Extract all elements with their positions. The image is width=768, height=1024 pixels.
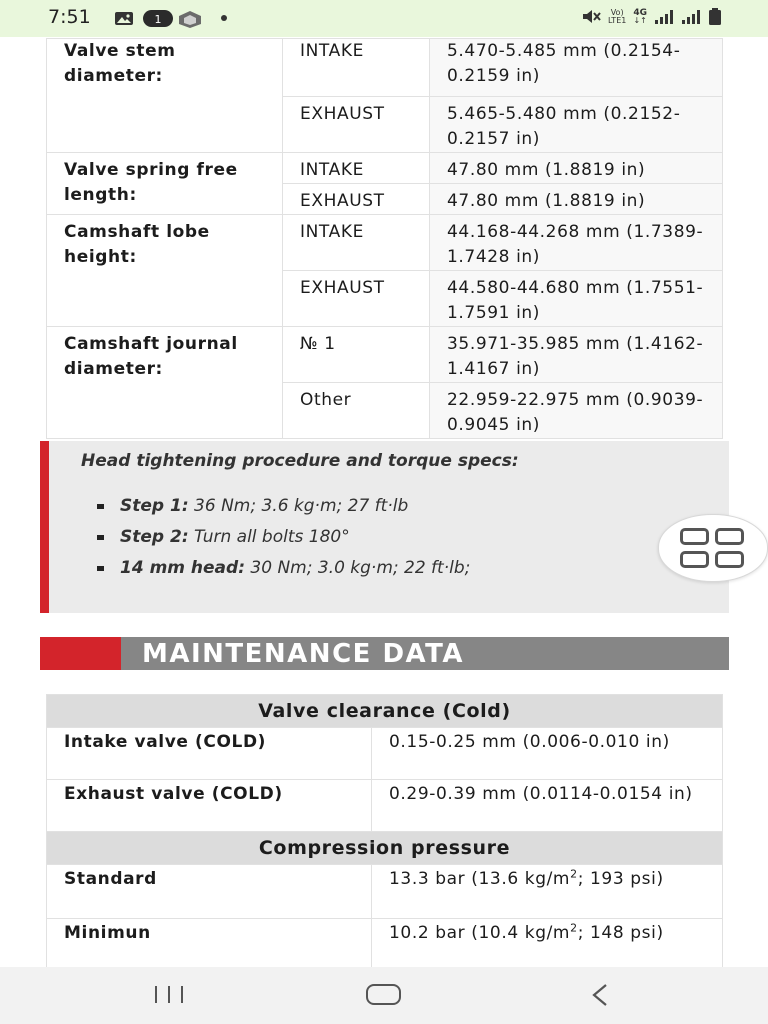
volte-label: Vo) LTE1 [607,7,627,25]
table-row [47,865,723,919]
step-text: 36 Nm; 3.6 kg·m; 27 ft·lb [188,496,409,516]
spec-value: 35.971-35.985 mm (1.4162-1.4167 in) [430,327,723,383]
table-row [47,327,723,383]
list-item [49,557,470,588]
mute-icon [581,8,601,25]
recent-apps-icon[interactable] [155,986,184,1003]
battery-icon [708,8,722,25]
spec-type: Other [283,383,430,439]
step-text: Turn all bolts 180° [188,527,350,547]
bullet-icon [97,504,104,509]
spec-type: INTAKE [283,39,430,97]
spec-value: 44.580-44.680 mm (1.7551-1.7591 in) [430,271,723,327]
grid-icon [715,551,744,568]
table-row [47,153,723,184]
maint-value: 0.29-0.39 mm (0.0114-0.0154 in) [372,780,723,832]
spec-value: 44.168-44.268 mm (1.7389-1.7428 in) [430,215,723,271]
maint-label: Standard [47,865,372,919]
list-item [49,495,470,526]
floating-grid-button[interactable] [658,514,768,582]
torque-callout [40,441,729,613]
list-item [49,526,470,557]
compression-heading: Compression pressure [47,832,723,865]
spec-value: 47.80 mm (1.8819 in) [430,184,723,215]
maint-label: Minimun [47,919,372,973]
table-row [47,780,723,832]
spec-type: EXHAUST [283,97,430,153]
maint-value: 0.15-0.25 mm (0.006-0.010 in) [372,728,723,780]
grid-icon [680,528,709,545]
table-row [47,215,723,271]
back-icon[interactable] [590,983,610,1007]
spec-value: 47.80 mm (1.8819 in) [430,153,723,184]
spec-value: 22.959-22.975 mm (0.9039-0.9045 in) [430,383,723,439]
engine-spec-table [46,38,723,439]
maint-label: Exhaust valve (COLD) [47,780,372,832]
valve-clearance-heading: Valve clearance (Cold) [47,695,723,728]
step-text: 30 Nm; 3.0 kg·m; 22 ft·lb; [245,558,471,578]
signal-icon [654,9,674,24]
spec-value: 5.465-5.480 mm (0.2152-0.2157 in) [430,97,723,153]
section-heading [40,637,729,670]
grid-icon [715,528,744,545]
bullet-icon [97,535,104,540]
home-icon[interactable] [366,984,401,1005]
maint-label: Intake valve (COLD) [47,728,372,780]
image-icon [114,11,134,26]
grid-icon [680,551,709,568]
spec-type: № 1 [283,327,430,383]
maintenance-table [46,694,723,973]
torque-steps-list [49,495,470,588]
spec-label: Camshaft lobe height: [47,215,283,327]
spec-label: Valve stem diameter: [47,39,283,153]
spec-type: EXHAUST [283,271,430,327]
step-label: Step 1: [120,496,189,516]
spec-type: INTAKE [283,215,430,271]
bullet-icon [97,566,104,571]
status-time: 7:51 [48,6,91,28]
spec-type: EXHAUST [283,184,430,215]
spec-label: Valve spring free length: [47,153,283,215]
table-row [47,39,723,97]
maint-value: 13.3 bar (13.6 $kg/m^2$; 193 psi) [372,865,723,919]
maint-value: 10.2 bar (10.4 $kg/m^2$; 148 psi) [372,919,723,973]
spec-label: Camshaft journal diameter: [47,327,283,439]
step-label: Step 2: [120,527,189,547]
hexagon-app-icon [177,10,203,28]
table-header-row [47,695,723,728]
status-bar [0,0,768,37]
navigation-bar [0,967,768,1024]
heading-accent [40,637,121,670]
dot-icon [220,14,228,22]
step-label: 14 mm head: [120,558,245,578]
section-title: MAINTENANCE DATA [142,639,464,669]
svg-text:1: 1 [154,13,162,26]
notification-badge [143,10,173,27]
status-right-icons [581,8,722,25]
signal-icon [681,9,701,24]
table-row [47,728,723,780]
callout-title: Head tightening procedure and torque specs: [81,451,519,471]
spec-value: 5.470-5.485 mm (0.2154-0.2159 in) [430,39,723,97]
table-row [47,919,723,973]
network-type: 4G ↓↑ [633,7,647,25]
table-header-row [47,832,723,865]
spec-type: INTAKE [283,153,430,184]
